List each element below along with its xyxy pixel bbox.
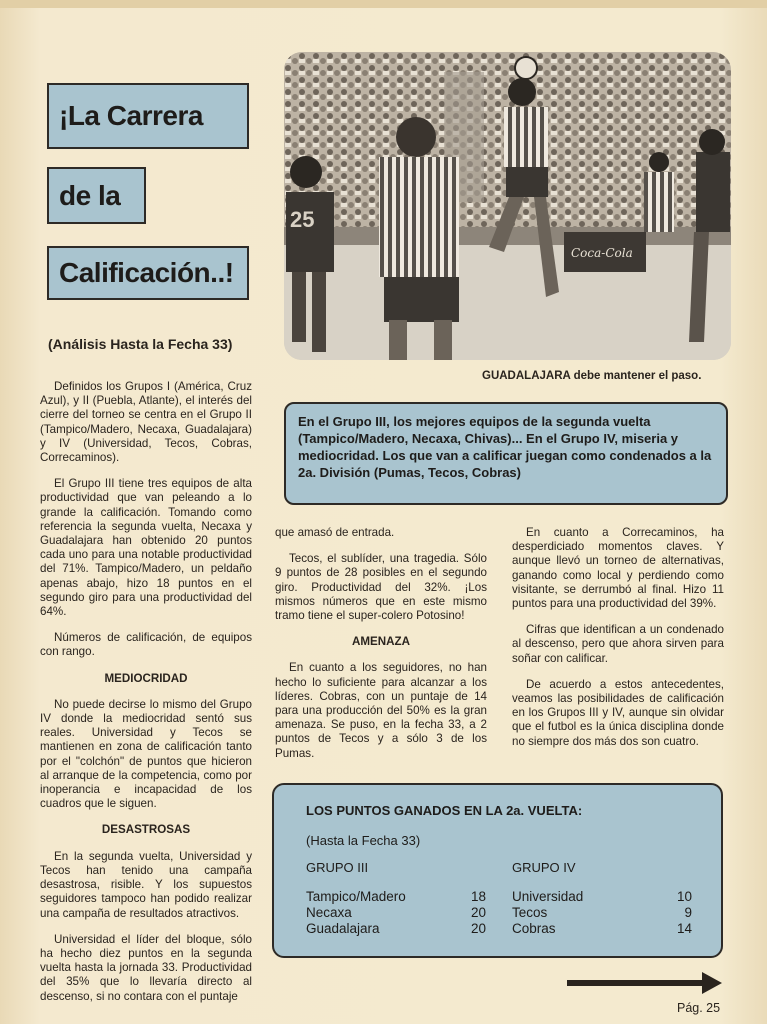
paragraph: Tecos, el sublíder, una tragedia. Sólo 9 puntos de 28 posibles en el segundo giro. Productividad del 32%. ¡Los mismos números que en este mismo tramo tiene el super-colero Potosino! bbox=[275, 552, 487, 623]
title-line-1-text: ¡La Carrera bbox=[59, 100, 203, 131]
points-table-title: LOS PUNTOS GANADOS EN LA 2a. VUELTA: bbox=[306, 803, 583, 818]
team-name: Tecos bbox=[512, 905, 548, 920]
group-3-label: GRUPO III bbox=[306, 860, 369, 875]
article-column-3 bbox=[512, 526, 724, 761]
photo-caption: GUADALAJARA debe mantener el paso. bbox=[482, 370, 702, 382]
paragraph: En cuanto a Correcaminos, ha desperdiciado momentos claves. Y aunque llevó un torneo de alternativas, ganando como local y perdiendo como visitante, se derrumbó al final. Hizo 11 puntos para una productividad del 39%. bbox=[512, 526, 724, 611]
section-heading: MEDIOCRIDAD bbox=[104, 671, 188, 685]
team-name: Necaxa bbox=[306, 905, 352, 920]
paragraph: Universidad el líder del bloque, sólo ha hecho diez puntos en la segunda vuelta hasta la jornada 33. Productividad del 35% que lo llevaría directo al descenso, si no contara con el puntaje bbox=[40, 932, 252, 1003]
callout-text: En el Grupo III, los mejores equipos de la segunda vuelta (Tampico/Madero, Necaxa, Chivas)... En el Grupo IV, miseria y mediocridad. Los que van a calificar juegan como condenados a la 2a. División (Pumas, Tecos, Cobras) bbox=[298, 414, 712, 480]
article-column-1 bbox=[40, 380, 252, 1016]
paragraph: No puede decirse lo mismo del Grupo IV donde la mediocridad sentó sus reales. Universidad y Tecos se mantienen en zona de calificación tanto por el "colchón" de puntos que hicieron al arranque de la competencia, como por inoperancia e incapacidad de los cuadros que le siguen. bbox=[40, 697, 252, 811]
title-line-3-text: Calificación..! bbox=[59, 257, 234, 288]
paragraph: De acuerdo a estos antecedentes, veamos las posibilidades de calificación en los Grupos III y IV, aunque sin olvidar que el futbol es la única disciplina donde no siempre dos más dos son cuatro. bbox=[512, 677, 724, 748]
soccer-match-photo bbox=[284, 52, 731, 360]
photo-jersey-number: 25 bbox=[290, 207, 315, 232]
photo-ad-text: Coca-Cola bbox=[571, 246, 633, 260]
section-heading: DESASTROSAS bbox=[101, 823, 191, 837]
team-name: Cobras bbox=[512, 921, 556, 936]
page-top-edge bbox=[0, 0, 767, 8]
paragraph: Números de calificación, de equipos con rango. bbox=[40, 631, 252, 659]
team-points: 20 bbox=[470, 921, 486, 936]
callout-box bbox=[284, 402, 728, 505]
team-points: 10 bbox=[676, 889, 692, 904]
group-4-label: GRUPO IV bbox=[512, 860, 576, 875]
points-table-subtitle: (Hasta la Fecha 33) bbox=[306, 833, 421, 848]
title-line-3 bbox=[47, 246, 249, 300]
article-column-2 bbox=[275, 526, 487, 773]
section-heading: AMENAZA bbox=[352, 635, 410, 649]
table-row bbox=[306, 921, 486, 937]
table-row bbox=[306, 889, 486, 905]
title-line-2 bbox=[47, 167, 146, 224]
paragraph: Definidos los Grupos I (América, Cruz Azul), y II (Puebla, Atlante), el interés del cierre del torneo se centra en el Grupo II (Tampico/Madero, Necaxa, Guadalajara) y IV (Universidad, Tecos, Cobras, Correcaminos). bbox=[40, 380, 252, 465]
points-table-box bbox=[272, 783, 723, 958]
paragraph: que amasó de entrada. bbox=[275, 526, 395, 539]
team-name: Guadalajara bbox=[306, 921, 380, 936]
table-row bbox=[512, 921, 692, 937]
table-row bbox=[512, 905, 692, 921]
photo-illustration bbox=[284, 52, 731, 360]
arrow-head-icon bbox=[702, 972, 722, 994]
paragraph: En cuanto a los seguidores, no han hecho lo suficiente para alcanzar a los líderes. Cobras, con un puntaje de 14 para una producción del 50% es la gran amenaza. Se puso, en la fecha 33, a 2 puntos de Tecos y a sólo 3 de los Pumas. bbox=[275, 661, 487, 760]
continue-arrow-icon bbox=[567, 980, 707, 986]
team-points: 20 bbox=[470, 905, 486, 920]
page-number: Pág. 25 bbox=[677, 1001, 721, 1015]
team-points: 18 bbox=[470, 889, 486, 904]
team-points: 14 bbox=[676, 921, 692, 936]
article-subtitle: (Análisis Hasta la Fecha 33) bbox=[48, 336, 233, 352]
team-points: 9 bbox=[684, 905, 692, 920]
table-row bbox=[306, 905, 486, 921]
title-line-2-text: de la bbox=[59, 179, 121, 211]
team-name: Tampico/Madero bbox=[306, 889, 406, 904]
title-line-1 bbox=[47, 83, 249, 149]
table-row bbox=[512, 889, 692, 905]
paragraph: En la segunda vuelta, Universidad y Tecos han tenido una campaña desastrosa, risible. Y los supuestos seguidores tampoco han podido realizar una campaña de resultados atractivos. bbox=[40, 849, 252, 920]
team-name: Universidad bbox=[512, 889, 584, 904]
paragraph: El Grupo III tiene tres equipos de alta productividad que van peleando a lo grande la calificación. Tomando como referencia la segunda vuelta, Necaxa y Guadalajara han obtenido 20 puntos cada uno para una notable productividad del 71%. Tampico/Madero, un peldaño apenas abajo, hizo 18 puntos en el segundo giro para una productividad del 64%. bbox=[40, 477, 252, 619]
paragraph: Cifras que identifican a un condenado al descenso, pero que ahora sirven para soñar con calificar. bbox=[512, 623, 724, 665]
